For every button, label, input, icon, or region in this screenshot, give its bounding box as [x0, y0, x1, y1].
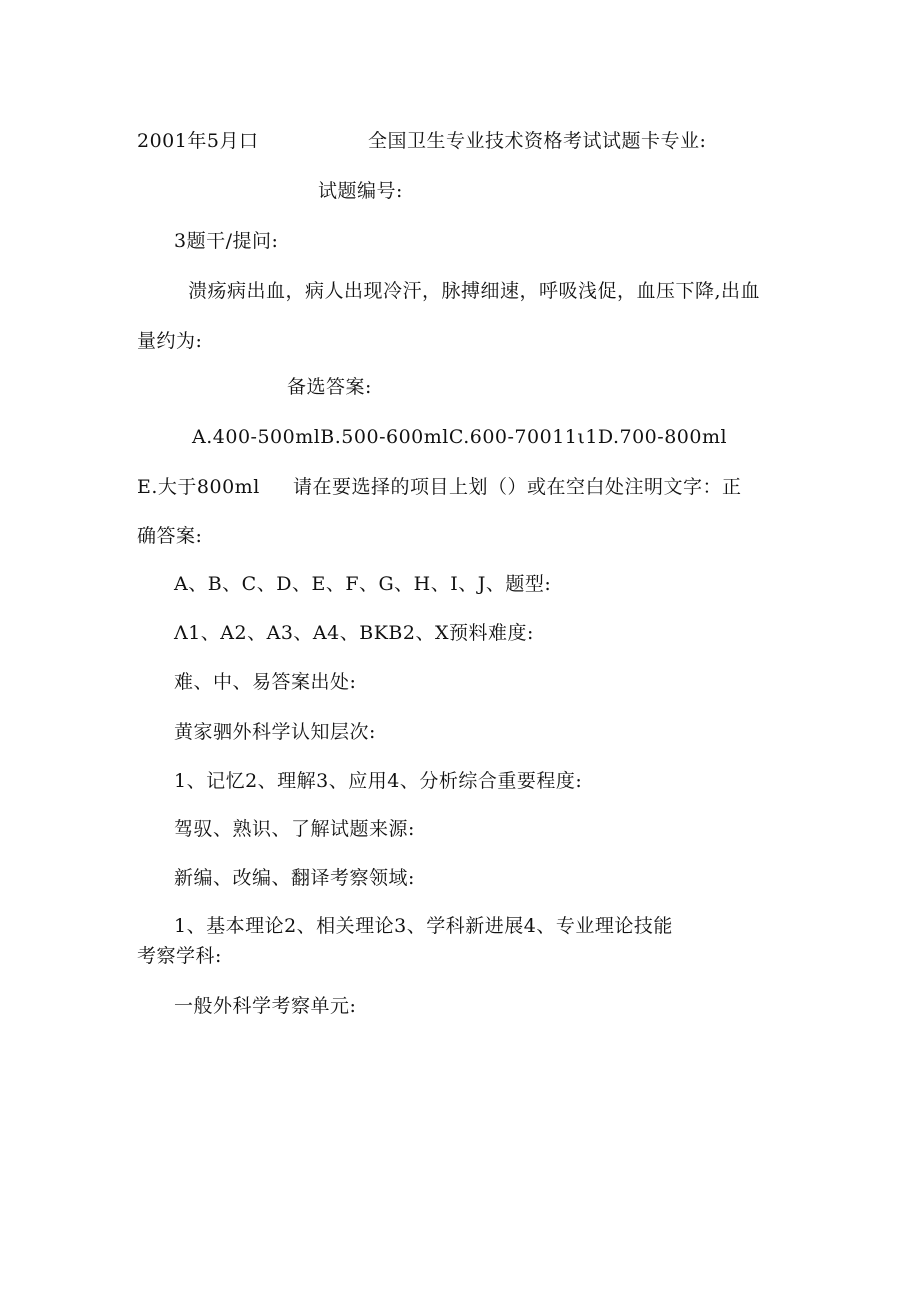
question-number-label: 试题编号: — [318, 180, 403, 202]
answer-label: 确答案: — [137, 525, 203, 547]
question-stem-line-1: 溃疡病出血，病人出现冷汗，脉搏细速，呼吸浅促，血压下降,出血 — [188, 280, 761, 302]
instruction-text: 请在要选择的项目上划（）或在空白处注明文字：正 — [293, 476, 742, 498]
question-stem-label: 3题干/提问: — [174, 230, 279, 252]
domain-values: 1、基本理论2、相关理论3、学科新进展4、专业理论技能 — [174, 915, 673, 937]
difficulty-levels: 难、中、易答案出处: — [174, 671, 357, 693]
options-line-1: A.400-500mlB.500-600mlC.600-70011ι1D.700-800ml — [192, 426, 728, 448]
options-label: 备选答案: — [287, 376, 372, 398]
cognitive-levels: 1、记忆2、理解3、应用4、分析综合重要程度: — [174, 770, 583, 792]
subject-label: 考察学科: — [137, 945, 222, 967]
question-stem-line-2: 量约为: — [137, 330, 203, 352]
answer-choices: A、B、C、D、E、F、G、H、I、J、题型: — [174, 573, 552, 595]
answer-source: 黄家驷外科学认知层次: — [174, 721, 376, 743]
header-date: 2001年5月口 — [137, 130, 259, 152]
option-e: E.大于800ml — [137, 476, 260, 498]
importance-levels: 驾驭、熟识、了解试题来源: — [174, 818, 415, 840]
subject-unit: 一般外科学考察单元: — [174, 995, 357, 1017]
question-origin: 新编、改编、翻译考察领域: — [174, 867, 415, 889]
question-types: Λ1、A2、A3、A4、BKB2、X预料难度: — [174, 622, 534, 644]
header-title: 全国卫生专业技术资格考试试题卡专业: — [368, 130, 707, 152]
